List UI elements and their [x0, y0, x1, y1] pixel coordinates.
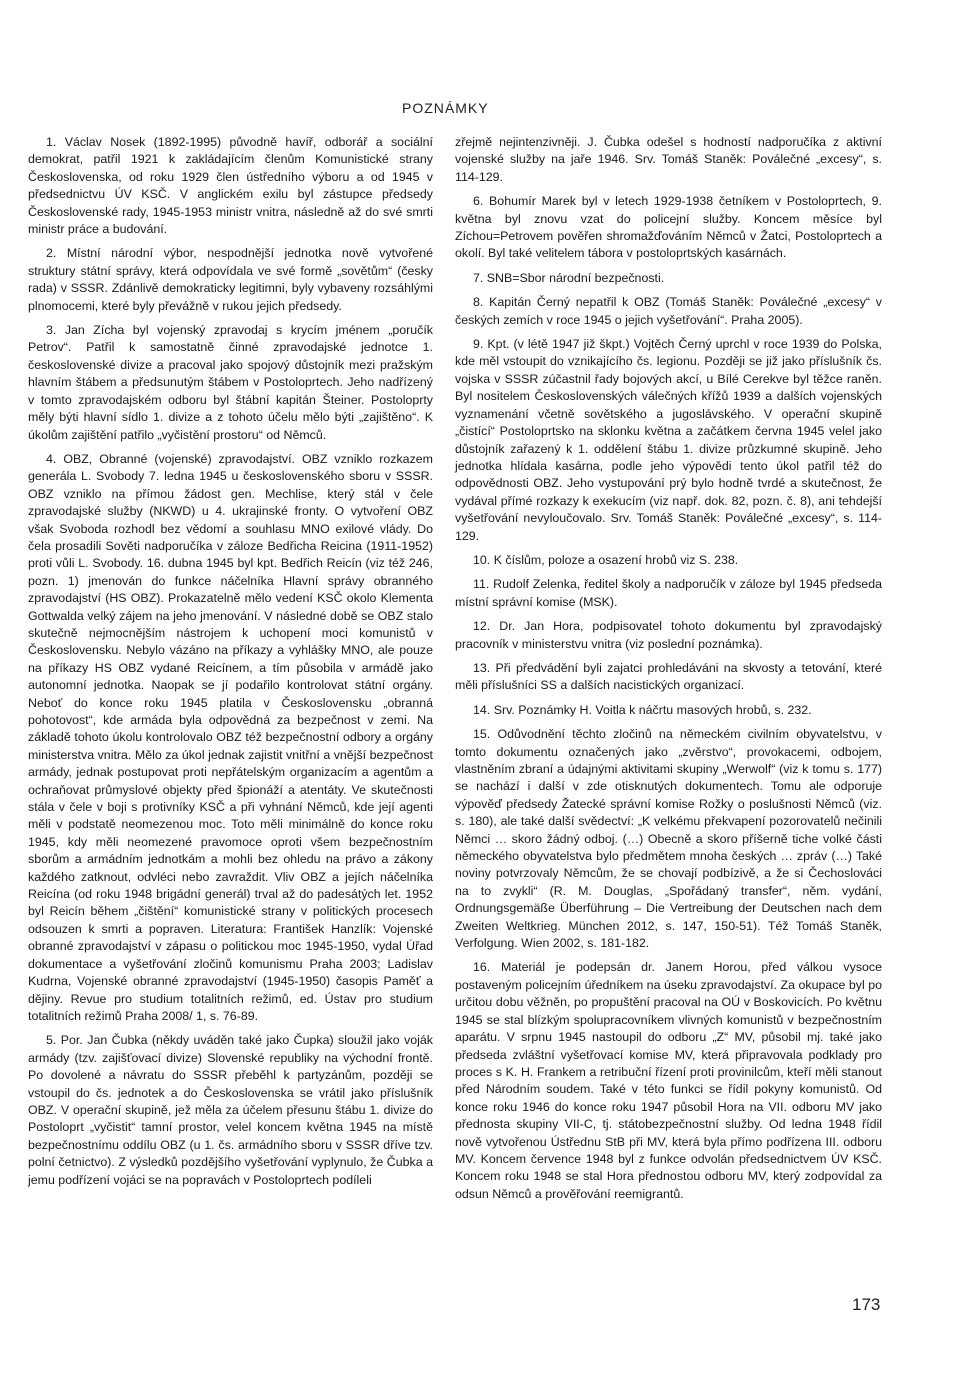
note-item	[455, 702, 882, 719]
note-item	[455, 959, 882, 1203]
note-number: 3.	[46, 323, 57, 338]
note-text: Por. Jan Čubka (někdy uváděn také jako Čupka) sloužil jako voják armády (tzv. zajišťovací divize) Slovenské republiky na východní frontě. Po dovolené a návratu do SSSR přeběhl k partyzánům, později se vstoupil do čs. jednotek a do Československa se vrátil jako příslušník OBZ. V operační skupině, jež měla za účelem přesunu štábu 1. divize do Postoloprt „vyčistit“ tamní prostor, velel koncem května 1945 na místě bezpečnostnímu oddílu OBZ (u 1. čs. armádního sboru v SSSR dříve tzv. polní četnictvo). Z výsledků pozdějšího vyšetřování vyplynulo, že Čubka a jemu podřízení vojáci se na popravách v Postoloprtech podíleli	[28, 1033, 433, 1187]
note-item	[28, 451, 433, 1025]
note-item	[28, 1032, 433, 1189]
note-text: Kpt. (v létě 1947 již škpt.) Vojtěch Černý uprchl v roce 1939 do Polska, kde měl vstoupit do vznikajícího čs. legionu. Později se již jako příslušník čs. vojska v SSSR zúčastnil řady bojových akcí, u Bílé Cerekve byl těžce raněn. Byl nositelem Československých válečných křížů 1939 a dalších vojenských vyznamenání včetně sovětského a jugoslávského. V operační skupině „čistící“ Postoloprtsko na sklonku května a začátkem června 1945 velel jako důstojník zařazený k 1. oddělení štábu 1. divize průzkumné skupině. Jeho jednotka hlídala kasárna, podle jeho výpovědi tento úkol patřil též do odpovědnosti OBZ. Jeho vystupování prý bylo hodně tvrdé a skutečnost, že vydával přímé rozkazy k exekucím (viz např. dok. 82, pozn. č. 8), ani tehdejší vyšetřování nevyloučovalo. Srv. Tomáš Staněk: Poválečné „excesy“, s. 114-129.	[455, 337, 882, 543]
note-text: K číslům, poloze a osazení hrobů viz S. 238.	[493, 552, 739, 567]
note-continuation	[455, 134, 882, 186]
note-text: Kapitán Černý nepatřil k OBZ (Tomáš Staněk: Poválečné „excesy“ v českých zemích v roce 1945 o jejich vyšetřování“. Praha 2005).	[455, 295, 882, 327]
note-text: Rudolf Zelenka, ředitel školy a nadporučík v záloze byl 1945 předseda místní správní komise (MSK).	[455, 577, 882, 609]
notes-left-column	[28, 134, 433, 1196]
note-number: 2.	[46, 246, 57, 261]
note-item	[28, 245, 433, 315]
note-text: Odůvodnění těchto zločinů na německém civilním obyvatelstvu, v tomto dokumentu označených jako „zvěrstvo“, provokacemi, odbojem, vlastněním zbraní a údajnými aktivitami skupiny „Werwolf“ (viz k tomu s. 177) se nachází i další v zde otisknutých dokumentech. Tomu ale odporuje výpověď předsedy Žatecké správní komise Rožky o poslušnosti Němců (viz. s. 180), ale také další svědectví: „K velkému překvapení pozorovatelů nečinili Němci … skoro žádný odboj. (…) Obecně a skoro příšerně tiche volké části německého obyvatelstva bylo předmětem mnoha českých … zpráv (…) Také noviny potvrzovaly Němcům, že se chovají podbízivě, a že si Čechoslováci na to zvykli“ (R. M. Douglas, „Spořádaný transfer“, něm. vydání, Ordnungsgemäße Überführung – Die Vertreibung der Deutschen nach dem Zweiten Weltkrieg. München 2012, s. 147, 150-51). Též Tomáš Staněk, Verfolgung. Wien 2002, s. 181-182.	[455, 727, 882, 951]
note-item	[28, 322, 433, 444]
note-number: 6.	[473, 194, 484, 209]
note-text: Srv. Poznámky H. Voitla k náčrtu masových hrobů, s. 232.	[493, 702, 812, 717]
note-number: 4.	[46, 451, 57, 466]
note-text: zřejmě nejintenzivněji. J. Čubka odešel s hodností nadporučíka z aktivní vojenské služby na jaře 1946. Srv. Tomáš Staněk: Poválečné „excesy“, s. 114-129.	[455, 135, 882, 184]
note-item	[455, 618, 882, 653]
note-text: Václav Nosek (1892-1995) původně havíř, odborář a sociální demokrat, patřil 1921 k zakládajícím členům Komunistické strany Československa, od roku 1929 člen ústředního výboru a od 1945 v předsednictvu ÚV KSČ. V anglickém exilu byl zástupce předsedy Československé rady, 1945-1953 ministr vnitra, následně až do své smrti ministr práce a budování.	[28, 135, 433, 237]
note-item	[455, 193, 882, 263]
note-text: Jan Zícha byl vojenský zpravodaj s krycím jménem „poručík Petrov“. Patřil k samostatně činné zpravodajské jednotce 1. československé divize a pracoval jako spojový důstojník mezi pražským hlavním štábem a předsunutým štábem v Postoloprtech. Jeho nadřízený v tomto zpravodajském odboru byl štábní kapitán Šteiner. Postoloprty měly býti hlavní sídlo 1. divize a z tohoto účelu mělo býti „zajištěno“. K úkolům zajištění patřilo „vyčistění prostoru“ od Němců.	[28, 323, 433, 442]
note-number: 14.	[473, 702, 491, 717]
notes-right-column	[455, 134, 882, 1210]
note-item	[455, 294, 882, 329]
note-number: 15.	[473, 727, 491, 742]
note-text: Dr. Jan Hora, podpisovatel tohoto dokumentu byl zpravodajský pracovník v ministerstvu vnitra (viz poslední poznámka).	[455, 619, 882, 651]
note-item	[455, 552, 882, 569]
page-number: 173	[852, 1295, 881, 1314]
note-item	[455, 726, 882, 952]
note-item	[455, 336, 882, 545]
note-number: 10.	[473, 552, 491, 567]
note-text: SNB=Sbor národní bezpečnosti.	[486, 270, 665, 285]
note-item	[455, 660, 882, 695]
note-number: 5.	[46, 1033, 57, 1048]
note-number: 11.	[473, 577, 490, 592]
note-item	[455, 270, 882, 287]
note-item	[455, 576, 882, 611]
note-text: Materiál je podepsán dr. Janem Horou, před válkou vysoce postaveným policejním úředníkem na úseku zpravodajství. Za okupace byl po určitou dobu věžněn, po propuštění pracoval na OÚ v Boskovicích. Po květnu 1945 se stal blízkým spolupracovníkem vlivných komunistů v bezpečnostním aparátu. V srpnu 1945 nastoupil do odboru „Z“ MV, působil mj. také jako předseda zvláštní vyšetřovací komise MV, která připravovala podklady pro proces s K. H. Frankem a retribuční řízení proti provinilcům, kteří měli stanout před Národním soudem. Také v této funkci se řídil pokyny komunistů. Od konce roku 1946 do konce roku 1947 působil Hora na VII. odboru MV jako přednosta skupiny VII-C, tj. státobezpečnostní služby. Od ledna 1948 řídil nově vytvořenou Ústřednu StB při MV, která byla přímo podřízena III. odboru MV. Koncem července 1948 byl z funkce odvolán předsednictvem ÚV KSČ. Koncem roku 1948 se stal Hora přednostou odboru MV, který zodpovídal za odsun Němců a prověřování reemigrantů.	[455, 960, 882, 1201]
note-number: 12.	[473, 619, 491, 634]
note-text: Bohumír Marek byl v letech 1929-1938 četníkem v Postoloprtech, 9. května byl znovu vzat do policejní služby. Koncem měsíce byl Zíchou=Petrovem pověřen shromažďováním Němců v Žatci, Postoloprtech a okolí. Byl také velitelem tábora v postoloprtských kasárnách.	[455, 194, 882, 261]
note-item	[28, 134, 433, 238]
note-text: Místní národní výbor, nespodnější jednotka nově vytvořené struktury státní správy, která odpovídala ve své formě „sovětům“ (česky rada) v SSSR. Zdánlivě demokraticky legitimni, byly vybaveny rozsáhlými plnomocemi, které byly převážně v rukou jejich předsedy.	[28, 246, 433, 313]
note-number: 9.	[473, 337, 484, 352]
note-number: 13.	[473, 660, 491, 675]
note-number: 7.	[473, 270, 484, 285]
note-number: 1.	[46, 135, 57, 149]
note-text: OBZ, Obranné (vojenské) zpravodajství. OBZ vzniklo rozkazem generála L. Svobody 7. ledna 1945 u československého sboru v SSSR. OBZ vzniklo na přímou žádost gen. Mechlise, který stál v čele zpravodajské služby (NKWD) u 4. ukrajinské fronty. O vytvoření OBZ však Svoboda rozhodl bez vědomí a souhlasu MNO exilové vlády. Do čela prosadili Sověti nadporučíka v záloze Bedřicha Reicina (1911-1952) proti vůli L. Svobody. 16. dubna 1945 byl kpt. Bedřich Reicín (viz též 246, pozn. 1) jmenován do funkce náčelníka Hlavní správy obranného zpravodajství (HS OBZ). Prokazatelně mělo vedení KSČ okolo Klementa Gottwalda velký zájem na jeho jmenování. V následné době se OBZ stalo skutečně nejmocnějším nástrojem k uchopení moci komunistů v Československu. Nebylo vázáno na příkazy a vyhlášky MNO, ale pouze na příkazy HS OBZ vydané Reicínem, a tím působila v armádě jako autonomní jednotka. Naopak se jí podařilo kontrolovat státní orgány. Neboť do konce roku 1945 platila v Československu „obranná pohotovost“, kde armáda byla odpovědná za bezpečnost v zemi. Na základě tohoto úkolu kontrolovalo OBZ též bezpečnostní odbory a orgány ministerstva vnitra. Mělo za úkol jednak zajistit vnitřní a vnější bezpečnost armády, jednak postupovat proti nepřátelským organizacím a agentům a ochraňovat průmyslové objekty před špionáží a atentáty. Ve skutečnosti stála v čele v boji s protivníky KSČ a při vyhnání Němců, kde její agenti měli v podstatě neomezenou moc. Toto měli minimálně do konce roku 1945, kdy měli neomezené pravomoce oproti všem bezpečnostním sborům a armádním jednotkám a mohli bez ohledu na právo a zákony každého zatknout, odvléci nebo zavraždit. Vliv OBZ a jejích náčelníka Reicína (od roku 1948 brigádní generál) trval až do padesátých let. 1952 byl Reicín během „čištění“ komunistické strany v politických procesech odsouzen k smrti a popraven. Literatura: František Hanzlík: Vojenské obranné zpravodajství v zápasu o politickou moc 1945-1950, vydal Úřad dokumentace a vyšetřování zločinů komunismu Praha 2003; Ladislav Kudrna, Vojenské obranné zpravodajství (1945-1950) časopis Paměť a dějiny. Revue pro studium totalitních režimů, ed. Ústav pro studium totalitních režimů Praha 2008/ 1, s. 76-89.	[28, 451, 433, 1023]
note-text: Při předvádění byli zajatci prohledáváni na skvosty a tetování, které měli příslušníci SS a dalších nacistických organizací.	[455, 660, 882, 693]
note-number: 16.	[473, 960, 491, 975]
section-heading: POZNÁMKY	[402, 100, 489, 116]
note-number: 8.	[473, 295, 484, 310]
